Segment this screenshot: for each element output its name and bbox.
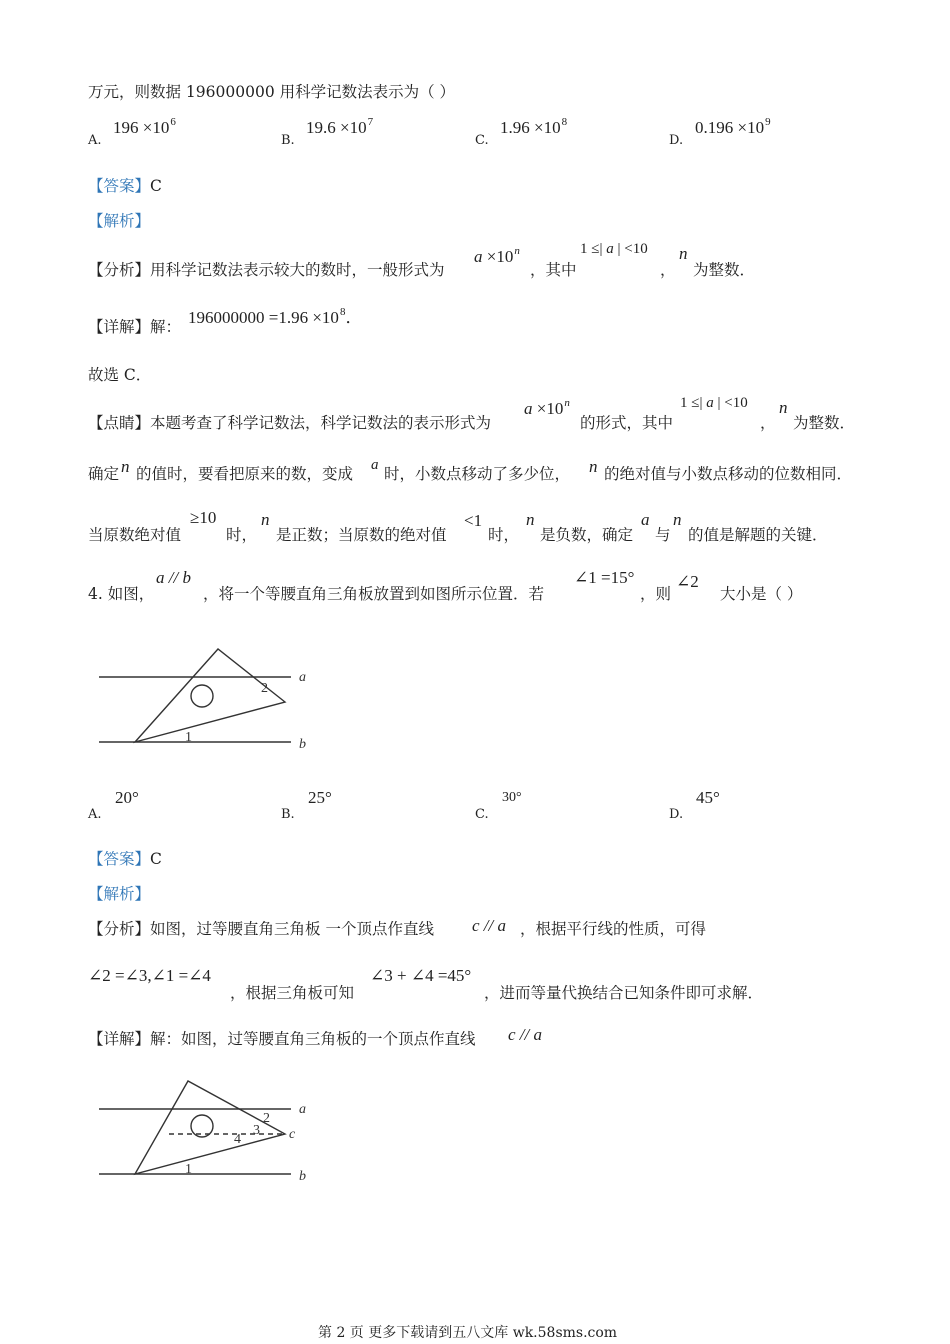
q3-option-a-value: $196 \times 10^6$ [113, 116, 176, 137]
label-angle-1: 1 [185, 1162, 192, 1177]
q3-line3-c: 是正数；当原数的绝对值 [276, 526, 447, 544]
q3-option-a-letter: A. [88, 133, 102, 148]
label-angle-2: 2 [263, 1111, 270, 1126]
q4-option-c-value: 30° [502, 790, 522, 805]
q3-xiangjie: 【详解】解： [88, 318, 182, 336]
q3-stem-tail: 万元，则数据 196000000 用科学记数法表示为（ ） [88, 83, 456, 101]
label-a: a [299, 670, 306, 685]
q3-line3-ge: ≥10 [190, 508, 217, 527]
q3-line3-d: 时， [488, 526, 520, 544]
q4-option-d-letter: D. [669, 807, 684, 822]
q3-fenxi-mid: ，其中 [530, 261, 577, 279]
q3-line3-e: 是负数，确定 [540, 526, 634, 544]
label-angle-3: 3 [253, 1123, 260, 1138]
q3-fenxi-form: $a \times 10^n$ [474, 245, 520, 266]
q3-line3-a-var: a [641, 510, 650, 529]
q3-line3-lt: <1 [464, 511, 483, 530]
q4-fenxi-parallel: c // a [472, 916, 506, 935]
q3-line2-c: 时，小数点移动了多少位， [384, 465, 571, 483]
q3-line2-d: 的绝对值与小数点移动的位数相同． [604, 465, 853, 483]
q4-option-a-letter: A. [88, 807, 102, 822]
q4-xiangjie: 【详解】解：如图，过等腰直角三角板的一个顶点作直线 [88, 1030, 476, 1048]
q4-option-b-value: 25° [308, 788, 332, 807]
set-square-hole [191, 1115, 213, 1137]
q3-xiangjie-math: $196000000 =1.96 \times 10^8$． [188, 306, 363, 327]
q3-line3-n3: n [673, 510, 682, 529]
page-footer: 第 2 页 更多下载请到五八文库 wk.58sms.com [318, 1325, 618, 1341]
q3-line2-b: 的值时，要看把原来的数，变成 [136, 465, 354, 483]
q4-stem-parallel: a // b [156, 568, 191, 587]
q3-line2-a: 确定 [88, 465, 120, 483]
q3-fenxi-range: 1 ≤| a | <10 [580, 241, 648, 257]
q3-option-d-letter: D. [669, 133, 684, 148]
q3-answer: 【答案】C [88, 177, 162, 195]
q4-fenxi-2: ，根据平行线的性质，可得 [520, 920, 707, 938]
q3-line3-b: 时， [226, 526, 258, 544]
q3-fenxi-n: n [679, 244, 688, 263]
q3-option-b-letter: B. [281, 133, 295, 148]
q3-option-d-value: $0.196 \times 10^9$ [695, 116, 771, 137]
label-a: a [299, 1102, 306, 1117]
answer-tag: 【答案】 [88, 177, 151, 195]
answer-tag: 【答案】 [88, 850, 151, 868]
q3-line2-n: n [121, 457, 130, 476]
q3-line3-f: 与 [655, 526, 671, 544]
q4-stem-angle: ∠2 [676, 572, 699, 591]
q3-guxuan: 故选 C． [88, 366, 152, 384]
q3-fenxi-end: 为整数． [693, 261, 756, 279]
label-angle-1: 1 [185, 730, 192, 745]
q4-solution-figure [95, 1072, 325, 1192]
q3-dianjing-range: 1 ≤| a | <10 [680, 395, 748, 411]
q4-option-c-letter: C. [475, 807, 489, 822]
q3-line3-n: n [261, 510, 270, 529]
q4-fenxi-4: ，进而等量代换结合已知条件即可求解． [484, 984, 764, 1002]
q4-option-d-value: 45° [696, 788, 720, 807]
q4-fenxi-3: ，根据三角板可知 [230, 984, 355, 1002]
label-angle-4: 4 [234, 1132, 241, 1147]
q4-fenxi-eq1: ∠2 =∠3,∠1 =∠4 [88, 966, 211, 985]
q3-option-b-value: $19.6 \times 10^7$ [306, 116, 374, 137]
q4-fenxi-1: 【分析】如图，过等腰直角三角板 一个顶点作直线 [88, 920, 434, 938]
q3-dianjing-1b: 的形式，其中 [580, 414, 674, 432]
label-b: b [299, 1169, 306, 1184]
q4-option-a-value: 20° [115, 788, 139, 807]
q3-dianjing-form: $a \times 10^n$ [524, 397, 570, 418]
q3-line2-a-var: a [371, 457, 379, 473]
q4-stem-d: 大小是（ ） [720, 585, 803, 603]
q3-line3-g: 的值是解题的关键． [688, 526, 828, 544]
q4-stem-condition: ∠1 =15° [574, 568, 635, 587]
q3-dianjing-n: n [779, 398, 788, 417]
q4-figure [95, 640, 325, 760]
label-b: b [299, 737, 306, 752]
q3-dianjing-1: 【点睛】本题考查了科学记数法，科学记数法的表示形式为 [88, 414, 492, 432]
q3-analysis-tag: 【解析】 [88, 212, 151, 230]
q3-fenxi: 【分析】用科学记数法表示较大的数时，一般形式为 [88, 261, 445, 279]
q3-line3-a: 当原数绝对值 [88, 526, 182, 544]
q4-option-b-letter: B. [281, 807, 295, 822]
q4-answer: 【答案】C [88, 850, 162, 868]
q4-analysis-tag: 【解析】 [88, 885, 151, 903]
q3-option-c-letter: C. [475, 133, 489, 148]
q3-dianjing-comma: ， [760, 414, 776, 432]
set-square-triangle [135, 1081, 285, 1174]
q3-line2-n2: n [589, 457, 598, 476]
q3-option-c-value: $1.96 \times 10^8$ [500, 116, 568, 137]
q4-stem-a: 4. 如图， [88, 585, 155, 603]
set-square-hole [191, 685, 213, 707]
q4-stem-c: ，则 [640, 585, 672, 603]
q3-fenxi-comma: ， [660, 261, 676, 279]
q4-fenxi-eq2: ∠3 + ∠4 =45° [370, 966, 472, 985]
label-c: c [289, 1127, 296, 1142]
q4-xiangjie-parallel: c // a [508, 1025, 542, 1044]
q3-line3-n2: n [526, 510, 535, 529]
q3-dianjing-1c: 为整数． [793, 414, 856, 432]
label-angle-2: 2 [261, 681, 268, 696]
q4-stem-b: ，将一个等腰直角三角板放置到如图所示位置．若 [203, 585, 545, 603]
